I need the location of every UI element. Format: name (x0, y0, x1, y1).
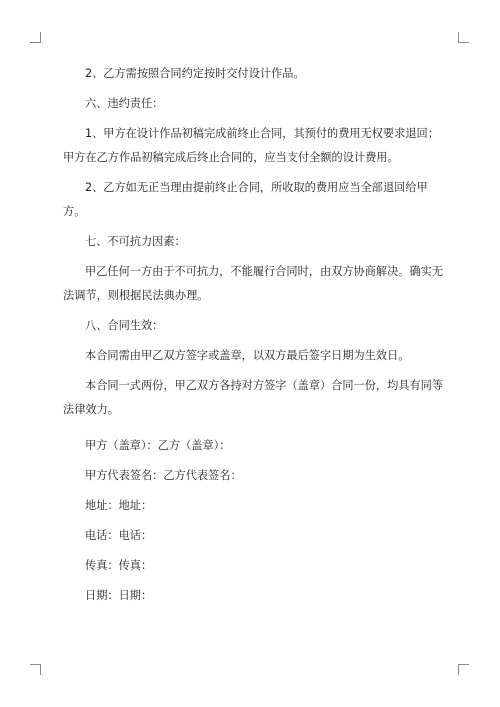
signature-address-line: 地址：地址： (85, 499, 153, 512)
clause-party-b-termination: 2、乙方如无正当理由提前终止合同，所收取的费用应当全部退回给甲方。 (63, 181, 428, 218)
clause-force-majeure: 甲乙任何一方由于不可抗力，不能履行合同时，由双方协商解决。确实无法调节，则根据民法典办理。 (63, 265, 444, 302)
clause-copies: 本合同一式两份，甲乙双方各持对方签字（盖章）合同一份，均具有同等法律效力。 (63, 379, 444, 416)
crop-mark-bottom-right (458, 664, 469, 675)
signature-phone-line: 电话：电话： (85, 529, 153, 542)
clause-party-a-termination: 1、甲方在设计作品初稿完成前终止合同，其预付的费用无权要求退回；甲方在乙方作品初稿完成后终止合同的，应当支付全额的设计费用。 (63, 127, 439, 164)
document-body (63, 62, 443, 614)
clause-delivery: 2、乙方需按照合同约定按时交付设计作品。 (85, 67, 305, 80)
crop-mark-top-left (30, 32, 41, 43)
signature-date-line: 日期：日期： (85, 589, 153, 602)
signature-fax-line: 传真：传真： (85, 559, 153, 572)
heading-force-majeure: 七、不可抗力因素： (85, 235, 186, 248)
clause-effective-date: 本合同需由甲乙双方签字或盖章，以双方最后签字日期为生效日。 (85, 349, 410, 362)
heading-effectiveness: 八、合同生效： (85, 319, 164, 332)
crop-mark-top-right (458, 32, 469, 43)
heading-breach-liability: 六、违约责任： (85, 97, 164, 110)
signature-representative-line: 甲方代表签名：乙方代表签名： (85, 469, 242, 482)
signature-seal-line: 甲方（盖章）：乙方（盖章）： (85, 439, 231, 452)
crop-mark-bottom-left (30, 664, 41, 675)
